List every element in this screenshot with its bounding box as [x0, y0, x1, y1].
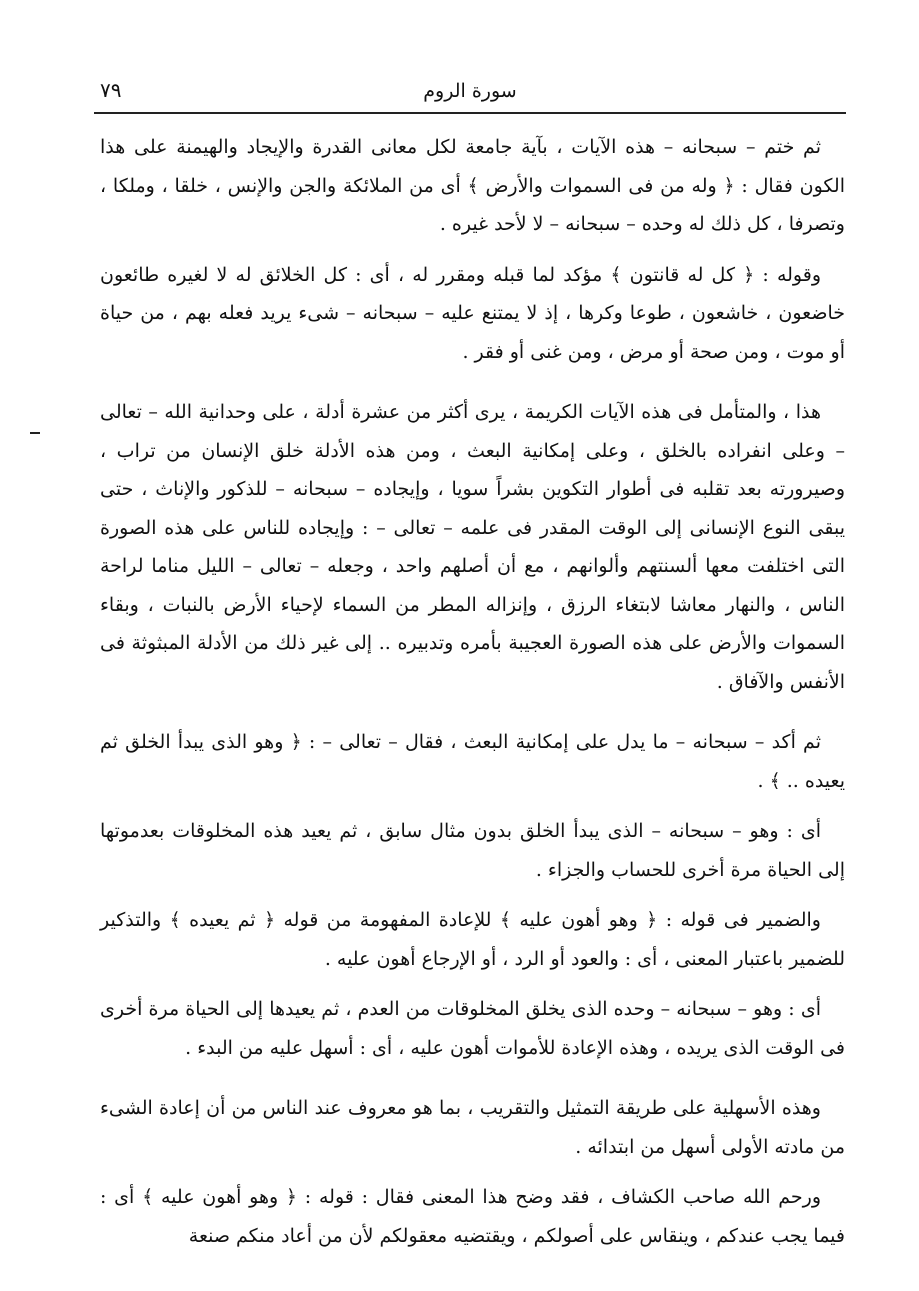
paragraph: وقوله : ﴿ كل له قانتون ﴾ مؤكد لما قبله ومقرر له ، أى : كل الخلائق له لا لغيره طائعون خاضعون ، خاشعون ، طوعا وكرها ، إذ لا يمتنع عليه – سبحانه – شىء يريد فعله بهم ، من حياة أو موت ، ومن صحة أو مرض ، ومن غنى أو فقر .: [100, 263, 845, 363]
paragraph: هذا ، والمتأمل فى هذه الآيات الكريمة ، يرى أكثر من عشرة أدلة ، على وحدانية الله – تعالى – وعلى انفراده بالخلق ، وعلى إمكانية البعث ، ومن هذه الأدلة خلق الإنسان من تراب ، وصيرورته بعد تقلبه فى أطوار التكوين بشراً سويا ، وإيجاده – سبحانه – للذكور والإناث ، حتى يبقى النوع الإنسانى إلى الوقت المقدر فى علمه – تعالى – : وإيجاده للناس على هذه الصورة التى اختلفت معها ألسنتهم وألوانهم ، مع أن أصلهم واحد ، وجعله – تعالى – الليل مناما لراحة الناس ، والنهار معاشا لابتغاء الرزق ، وإنزاله المطر من السماء لإحياء الأرض بالنبات ، وبقاء السموات والأرض على هذه الصورة العجيبة بأمره وتدبيره .. إلى غير ذلك من الأدلة المبثوثة فى الأنفس والآفاق .: [100, 401, 845, 693]
page-number: ٧٩: [100, 78, 122, 102]
header-rule: [94, 112, 846, 114]
page-header: [94, 74, 846, 114]
page-body: [100, 128, 845, 1267]
paragraph: أى : وهو – سبحانه – الذى يبدأ الخلق بدون مثال سابق ، ثم يعيد هذه المخلوقات بعدموتها إلى الحياة مرة أخرى للحساب والجزاء .: [100, 820, 845, 881]
margin-mark: [30, 432, 40, 434]
paragraph: ثم أكد – سبحانه – ما يدل على إمكانية البعث ، فقال – تعالى – : ﴿ وهو الذى يبدأ الخلق ثم يعيده .. ﴾ .: [100, 731, 845, 792]
paragraph: أى : وهو – سبحانه – وحده الذى يخلق المخلوقات من العدم ، ثم يعيدها إلى الحياة مرة أخرى فى الوقت الذى يريده ، وهذه الإعادة للأموات أهون عليه ، أى : أسهل عليه من البدء .: [100, 998, 845, 1059]
surah-title: سورة الروم: [423, 80, 517, 102]
paragraph: وهذه الأسهلية على طريقة التمثيل والتقريب ، بما هو معروف عند الناس من أن إعادة الشىء من مادته الأولى أسهل من ابتدائه .: [100, 1097, 845, 1158]
paragraph: ورحم الله صاحب الكشاف ، فقد وضح هذا المعنى فقال : قوله : ﴿ وهو أهون عليه ﴾ أى : فيما يجب عندكم ، وينقاس على أصولكم ، ويقتضيه معقولكم لأن من أعاد منكم صنعة: [100, 1186, 845, 1247]
paragraph: ثم ختم – سبحانه – هذه الآيات ، بآية جامعة لكل معانى القدرة والإيجاد والهيمنة على هذا الكون فقال : ﴿ وله من فى السموات والأرض ﴾ أى من الملائكة والجن والإنس ، خلقا ، وملكا ، وتصرفا ، كل ذلك له وحده – سبحانه – لا لأحد غيره .: [100, 136, 845, 235]
paragraph: والضمير فى قوله : ﴿ وهو أهون عليه ﴾ للإعادة المفهومة من قوله ﴿ ثم يعيده ﴾ والتذكير للضمير باعتبار المعنى ، أى : والعود أو الرد ، أو الإرجاع أهون عليه .: [100, 909, 845, 970]
